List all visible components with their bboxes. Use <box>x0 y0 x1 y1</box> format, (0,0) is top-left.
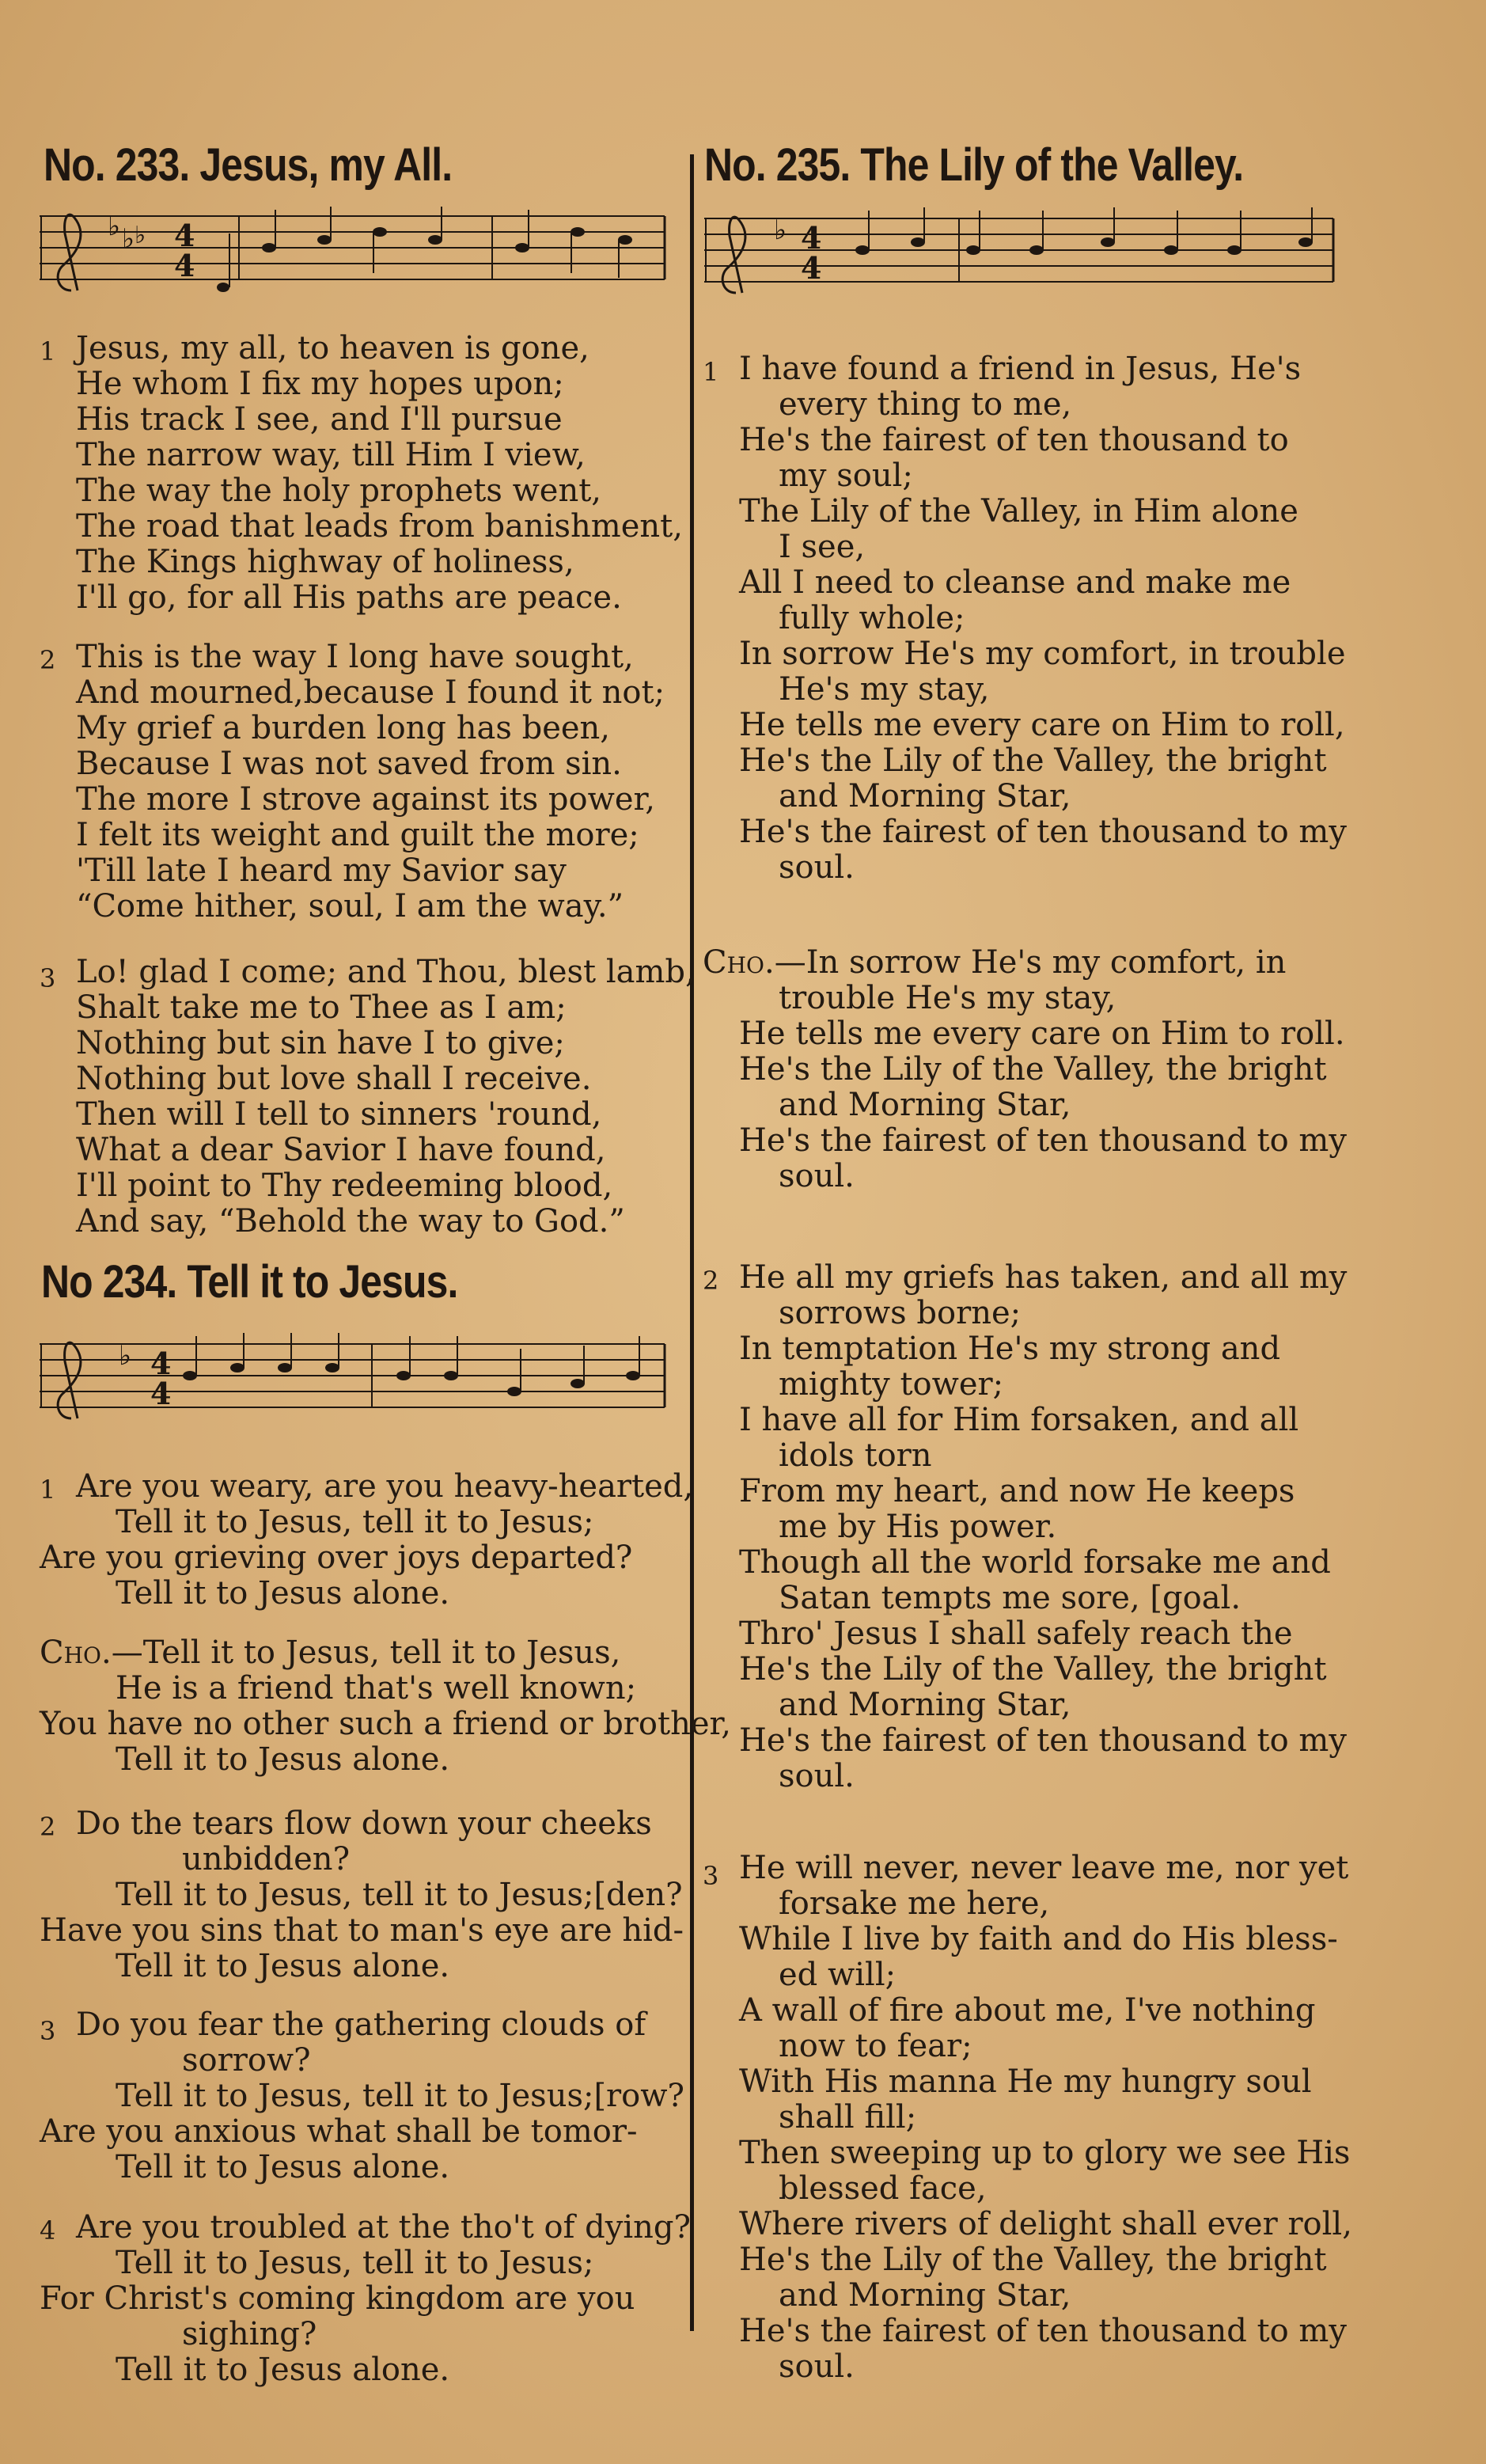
lyric-line: every thing to me, <box>779 386 1072 423</box>
hymn-234-heading <box>41 1255 457 1308</box>
lyric-line: My grief a burden long has been, <box>76 710 611 746</box>
hymn-235-chorus <box>703 945 1347 1194</box>
lyric-line: He's the fairest of ten thousand to my <box>739 2313 1347 2349</box>
lyric-line: sorrow? <box>182 2042 311 2079</box>
svg-text:♭: ♭ <box>122 223 135 255</box>
stanza-number: 1 <box>703 357 719 387</box>
lyric-line: me by His power. <box>779 1509 1057 1545</box>
lyric-line: and Morning Star, <box>779 1087 1071 1123</box>
svg-text:4: 4 <box>174 248 195 283</box>
lyric-line: He's the Lily of the Valley, the bright <box>739 1051 1327 1088</box>
stanza-number: 3 <box>40 963 56 993</box>
lyric-line: I see, <box>779 529 866 565</box>
lyric-line: I have all for Him forsaken, and all <box>739 1402 1299 1438</box>
lyric-line: forsake me here, <box>779 1885 1050 1922</box>
hymn-234-title: Tell it to Jesus. <box>187 1256 458 1308</box>
lyric-line: Have you sins that to man's eye are hid- <box>40 1912 684 1949</box>
lyric-line: From my heart, and now He keeps <box>739 1473 1295 1509</box>
lyric-line: The road that leads from banishment, <box>76 508 683 545</box>
lyric-line: He's the fairest of ten thousand to my <box>739 814 1347 850</box>
hymn-235-number: No. 235. <box>704 139 851 191</box>
lyric-line: The more I strove against its power, <box>76 781 655 818</box>
svg-text:♭: ♭ <box>119 1340 132 1372</box>
lyric-line: mighty tower; <box>779 1366 1004 1403</box>
svg-text:♭: ♭ <box>774 215 787 246</box>
lyric-line: He's the Lily of the Valley, the bright <box>739 742 1327 779</box>
lyric-line: You have no other such a friend or brother, <box>40 1706 731 1742</box>
lyric-line: His track I see, and I'll pursue <box>76 401 563 438</box>
lyric-line: He's the fairest of ten thousand to <box>739 422 1289 458</box>
lyric-line: He all my griefs has taken, and all my <box>739 1259 1348 1296</box>
lyric-line: Nothing but sin have I to give; <box>76 1025 565 1061</box>
lyric-line: He's the Lily of the Valley, the bright <box>739 1651 1327 1688</box>
hymn-235-heading <box>704 139 1243 192</box>
hymn-234-stanza-2 <box>40 1806 684 1984</box>
lyric-line: sighing? <box>182 2316 317 2352</box>
svg-text:4: 4 <box>150 1346 172 1381</box>
stanza-number: 1 <box>40 1475 56 1505</box>
lyric-line: With His manna He my hungry soul <box>739 2063 1312 2100</box>
svg-text:4: 4 <box>801 220 822 256</box>
lyric-line: trouble He's my stay, <box>779 980 1116 1016</box>
chorus-first-line: In sorrow He's my comfort, in <box>806 944 1287 981</box>
hymn-233-stanza-2 <box>40 640 665 924</box>
lyric-line: and Morning Star, <box>779 778 1071 814</box>
hymn-234-chorus <box>40 1635 731 1778</box>
hymn-233-heading <box>44 139 452 192</box>
hymn-233-stanza-1 <box>40 331 683 616</box>
hymn-234-stanza-1 <box>40 1469 693 1612</box>
lyric-line: ed will; <box>779 1957 897 1993</box>
lyric-line: Tell it to Jesus alone. <box>116 1741 450 1778</box>
stanza-number: 2 <box>703 1266 719 1296</box>
lyric-line: Thro' Jesus I shall safely reach the <box>739 1615 1293 1652</box>
lyric-line: soul. <box>779 1758 855 1794</box>
column-divider <box>690 154 694 2331</box>
lyric-line: “Come hither, soul, I am the way.” <box>76 888 624 924</box>
lyric-line: Tell it to Jesus, tell it to Jesus; <box>116 1504 594 1540</box>
stanza-number: 2 <box>40 645 56 675</box>
hymn-235-music-staff <box>704 204 1337 307</box>
lyric-line: soul. <box>779 849 855 886</box>
lyric-line: In temptation He's my strong and <box>739 1331 1281 1367</box>
lyric-line: Are you troubled at the tho't of dying? <box>76 2209 691 2246</box>
hymn-234-music-staff <box>40 1330 673 1433</box>
lyric-line: Then will I tell to sinners 'round, <box>76 1096 602 1133</box>
stanza-number: 1 <box>40 336 56 366</box>
lyric-line: soul. <box>779 2348 855 2385</box>
svg-text:4: 4 <box>150 1376 172 1411</box>
lyric-line: He is a friend that's well known; <box>116 1670 637 1707</box>
lyric-line: Lo! glad I come; and Thou, blest lamb, <box>76 954 696 990</box>
lyric-line: Though all the world forsake me and <box>739 1544 1331 1581</box>
lyric-line <box>703 945 1347 981</box>
lyric-line: And say, “Behold the way to God.” <box>76 1203 625 1240</box>
lyric-line: I'll go, for all His paths are peace. <box>76 579 622 616</box>
lyric-line: shall fill; <box>779 2099 917 2136</box>
lyric-line: and Morning Star, <box>779 2277 1071 2314</box>
svg-text:4: 4 <box>801 250 822 286</box>
lyric-line: A wall of fire about me, I've nothing <box>739 1992 1316 2029</box>
lyric-line: 'Till late I heard my Savior say <box>76 852 567 889</box>
lyric-line: fully whole; <box>779 600 965 636</box>
stanza-number: 3 <box>40 2016 56 2046</box>
lyric-line: He whom I fix my hopes upon; <box>76 366 564 402</box>
hymn-233-number: No. 233. <box>44 139 190 191</box>
lyric-line: Tell it to Jesus alone. <box>116 2149 450 2185</box>
svg-text:♭: ♭ <box>108 211 121 242</box>
lyric-line: and Morning Star, <box>779 1687 1071 1723</box>
lyric-line: now to fear; <box>779 2028 972 2064</box>
lyric-line: Are you weary, are you heavy-hearted, <box>76 1468 694 1505</box>
lyric-line: Tell it to Jesus, tell it to Jesus; <box>116 2245 594 2281</box>
lyric-line: soul. <box>779 1158 855 1194</box>
lyric-line: sorrows borne; <box>779 1295 1022 1331</box>
lyric-line: Are you grieving over joys departed? <box>40 1540 633 1576</box>
hymn-233-stanza-3 <box>40 955 696 1240</box>
lyric-line: He's the fairest of ten thousand to my <box>739 1122 1347 1159</box>
lyric-line: For Christ's coming kingdom are you <box>40 2280 635 2317</box>
hymn-235-stanza-1 <box>703 351 1347 886</box>
svg-text:4: 4 <box>174 218 195 253</box>
lyric-line: Tell it to Jesus alone. <box>116 1948 450 1984</box>
lyric-line: Because I was not saved from sin. <box>76 746 622 782</box>
lyric-line: Are you anxious what shall be tomor- <box>40 2113 638 2150</box>
lyric-line: Jesus, my all, to heaven is gone, <box>76 330 589 366</box>
hymn-234-stanza-4 <box>40 2210 691 2388</box>
hymn-233-music-staff <box>40 202 673 305</box>
lyric-line: The Lily of the Valley, in Him alone <box>739 493 1298 530</box>
lyric-line: What a dear Savior I have found, <box>76 1132 606 1168</box>
lyric-line: Do you fear the gathering clouds of <box>76 2007 646 2043</box>
lyric-line: unbidden? <box>182 1841 351 1877</box>
hymn-234-number: No 234. <box>41 1256 177 1308</box>
lyric-line: I have found a friend in Jesus, He's <box>739 351 1302 387</box>
lyric-line: Do the tears flow down your cheeks <box>76 1805 652 1842</box>
lyric-line: blessed face, <box>779 2170 987 2207</box>
lyric-line: The way the holy prophets went, <box>76 473 602 509</box>
lyric-line <box>40 1635 731 1671</box>
lyric-line: I felt its weight and guilt the more; <box>76 817 639 853</box>
hymn-235-title: The Lily of the Valley. <box>860 139 1244 191</box>
lyric-line: He's the Lily of the Valley, the bright <box>739 2242 1327 2278</box>
svg-text:♭: ♭ <box>135 222 146 249</box>
hymn-233-title: Jesus, my All. <box>199 139 453 191</box>
lyric-line: Then sweeping up to glory we see His <box>739 2135 1351 2171</box>
lyric-line: Tell it to Jesus, tell it to Jesus;[row? <box>116 2078 684 2114</box>
lyric-line: The narrow way, till Him I view, <box>76 437 586 473</box>
lyric-line: The Kings highway of holiness, <box>76 544 574 580</box>
lyric-line: Tell it to Jesus alone. <box>116 1575 450 1612</box>
lyric-line: Where rivers of delight shall ever roll, <box>739 2206 1352 2242</box>
lyric-line: While I live by faith and do His bless- <box>739 1921 1338 1957</box>
hymn-235-stanza-2 <box>703 1260 1347 1794</box>
lyric-line: my soul; <box>779 457 913 494</box>
lyric-line: Satan tempts me sore, [goal. <box>779 1580 1241 1616</box>
lyric-line: And mourned,because I found it not; <box>76 674 665 711</box>
hymn-234-stanza-3 <box>40 2007 684 2185</box>
lyric-line: This is the way I long have sought, <box>76 639 634 675</box>
chorus-label: Cho.— <box>703 944 806 981</box>
lyric-line: In sorrow He's my comfort, in trouble <box>739 636 1346 672</box>
chorus-label: Cho.— <box>40 1634 143 1671</box>
lyric-line: He will never, never leave me, nor yet <box>739 1850 1349 1886</box>
lyric-line: Tell it to Jesus alone. <box>116 2352 450 2388</box>
lyric-line: I'll point to Thy redeeming blood, <box>76 1167 613 1204</box>
lyric-line: All I need to cleanse and make me <box>739 564 1291 601</box>
chorus-first-line: Tell it to Jesus, tell it to Jesus, <box>142 1634 621 1671</box>
lyric-line: Nothing but love shall I receive. <box>76 1061 592 1097</box>
lyric-line: Tell it to Jesus, tell it to Jesus;[den? <box>116 1877 683 1913</box>
lyric-line: Shalt take me to Thee as I am; <box>76 989 567 1026</box>
lyric-line: He's my stay, <box>779 671 990 708</box>
hymn-235-stanza-3 <box>703 1851 1352 2385</box>
stanza-number: 3 <box>703 1861 719 1891</box>
stanza-number: 4 <box>40 2215 56 2246</box>
lyric-line: He tells me every care on Him to roll, <box>739 707 1345 743</box>
lyric-line: He's the fairest of ten thousand to my <box>739 1722 1347 1759</box>
lyric-line: idols torn <box>779 1437 932 1474</box>
stanza-number: 2 <box>40 1812 56 1842</box>
lyric-line: He tells me every care on Him to roll. <box>739 1016 1345 1052</box>
